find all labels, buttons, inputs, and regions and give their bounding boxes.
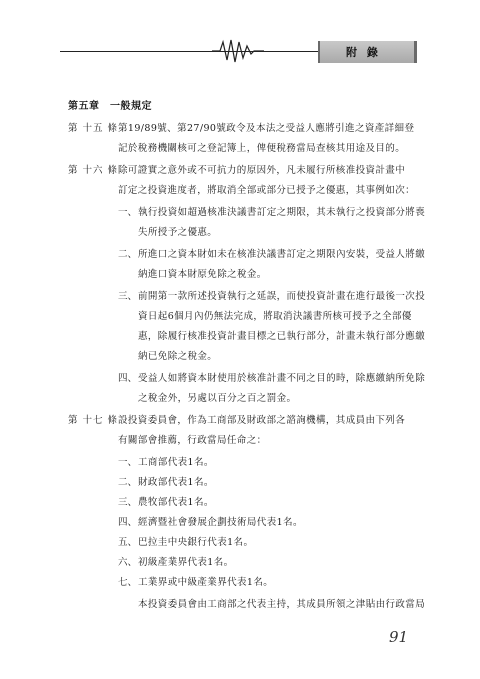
list-item-line: 巴拉圭中央銀行代表1名。 xyxy=(138,537,254,548)
article-number: 第 十七 條 xyxy=(68,415,119,426)
article-line: 記於稅務機關核可之登記簿上，俾便稅務當局查核其用途及目的。 xyxy=(118,143,406,154)
pulse-wave-icon xyxy=(212,36,264,66)
list-item-mark: 六、 xyxy=(118,557,138,568)
list-item-line: 受益人如將資本財使用於核准計畫不同之目的時，除應繳納所免除 xyxy=(138,373,426,384)
list-item-line: 執行投資如超過核准決議書訂定之期限，其未執行之投資部分將喪 xyxy=(138,207,426,218)
list-item-line: 之稅金外，另處以百分之百之罰金。 xyxy=(138,393,297,404)
closing-line: 本投資委員會由工商部之代表主持，其成員所領之津貼由行政當局 xyxy=(138,599,426,610)
list-item-line: 初級產業界代表1名。 xyxy=(138,557,234,568)
article-line: 除可證實之意外或不可抗力的原因外，凡未履行所核准投資計畫中 xyxy=(118,165,406,176)
list-item-mark: 二、 xyxy=(118,249,138,260)
page-number: 91 xyxy=(389,628,409,646)
tab-edge xyxy=(414,41,417,63)
article-line: 設投資委員會，作為工商部及財政部之諮詢機構，其成員由下列各 xyxy=(118,415,406,426)
list-item-mark: 三、 xyxy=(118,291,138,302)
section-label: 附 錄 xyxy=(346,46,381,59)
list-item-line: 工業界或中級產業界代表1名。 xyxy=(138,577,274,588)
list-item-line: 農牧部代表1名。 xyxy=(138,497,214,508)
list-item-mark: 四、 xyxy=(118,517,138,528)
section-tab xyxy=(318,41,416,63)
article-number: 第 十六 條 xyxy=(68,165,119,176)
list-item-mark: 五、 xyxy=(118,537,138,548)
article-line: 訂定之投資進度者，將取消全部或部分已授予之優惠，其事例如次： xyxy=(118,185,416,196)
list-item-line: 納已免除之稅金。 xyxy=(138,351,218,362)
article-number: 第 十五 條 xyxy=(68,123,119,134)
list-item-line: 惠，除履行核准投資計畫目標之已執行部分，計畫未執行部分應繳 xyxy=(138,331,426,342)
list-item-mark: 二、 xyxy=(118,477,138,488)
list-item-mark: 三、 xyxy=(118,497,138,508)
header-rule xyxy=(60,51,318,52)
list-item-line: 納進口資本財原免除之稅金。 xyxy=(138,269,267,280)
list-item-line: 工商部代表1名。 xyxy=(138,457,214,468)
list-item-line: 財政部代表1名。 xyxy=(138,477,214,488)
list-item-line: 資日起6個月內仍無法完成，將取消決議書所核可授予之全部優 xyxy=(138,311,412,322)
list-item-mark: 七、 xyxy=(118,577,138,588)
list-item-mark: 四、 xyxy=(118,373,138,384)
list-item-line: 所進口之資本財如未在核准決議書訂定之期限內安裝，受益人將繳 xyxy=(138,249,426,260)
chapter-title: 第五章 一般規定 xyxy=(68,101,152,112)
article-line: 有關部會推薦，行政當局任命之： xyxy=(118,435,267,446)
article-line: 第19/89號、第27/90號政令及本法之受益人應將引進之資產詳細登 xyxy=(118,123,415,134)
list-item-line: 經濟暨社會發展企劃技術局代表1名。 xyxy=(138,517,303,528)
list-item-mark: 一、 xyxy=(118,457,138,468)
list-item-line: 前開第一款所述投資執行之延誤，而使投資計畫在進行最後一次投 xyxy=(138,291,426,302)
list-item-line: 失所授予之優惠。 xyxy=(138,227,218,238)
list-item-mark: 一、 xyxy=(118,207,138,218)
